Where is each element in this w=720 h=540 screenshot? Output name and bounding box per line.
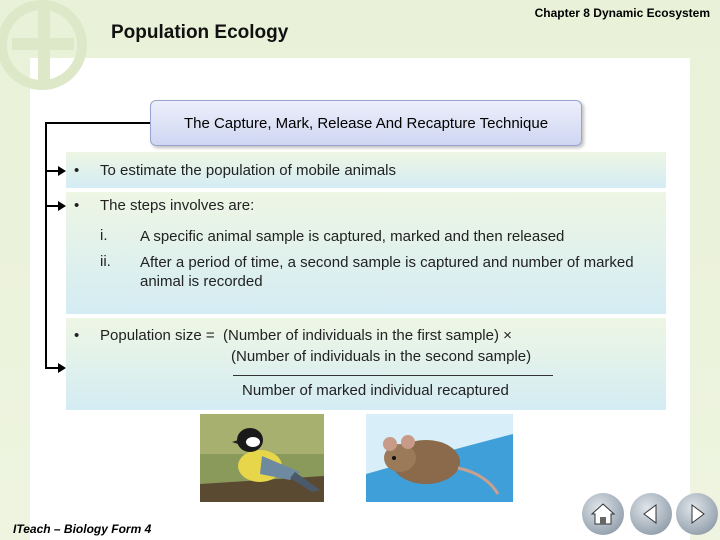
arrow-2 xyxy=(58,201,66,211)
bullet-marker: • xyxy=(74,327,80,344)
connector-branch-2 xyxy=(45,205,59,207)
back-arrow-icon xyxy=(639,502,663,526)
page-title: Population Ecology xyxy=(111,22,289,43)
arrow-1 xyxy=(58,166,66,176)
formula-numerator-1: (Number of individuals in the first sample) × xyxy=(223,327,512,344)
formula-denominator: Number of marked individual recaptured xyxy=(242,382,509,399)
back-button[interactable] xyxy=(630,493,672,535)
arrow-3 xyxy=(58,363,66,373)
bullet-marker: • xyxy=(74,162,80,179)
step-number: i. xyxy=(100,227,108,244)
home-button[interactable] xyxy=(582,493,624,535)
watermark-logo xyxy=(0,0,100,95)
mouse-photo xyxy=(366,414,513,502)
connector-branch-3 xyxy=(45,367,59,369)
step-text: After a period of time, a second sample is captured and number of marked animal is recorded xyxy=(140,254,634,290)
step-text: A specific animal sample is captured, marked and then released xyxy=(140,228,565,245)
topic-heading: The Capture, Mark, Release And Recapture Technique xyxy=(150,100,582,146)
chapter-label: Chapter 8 Dynamic Ecosystem xyxy=(534,6,710,20)
bullet-text-1: To estimate the population of mobile animals xyxy=(100,162,397,179)
home-icon xyxy=(590,501,616,527)
bullet-marker: • xyxy=(74,197,80,214)
footer-label: ITeach – Biology Form 4 xyxy=(13,522,152,536)
connector-vertical xyxy=(45,122,47,368)
formula-label: Population size = xyxy=(100,327,215,344)
step-number: ii. xyxy=(100,253,111,270)
bird-photo xyxy=(200,414,324,502)
formula-line-1 xyxy=(100,327,512,344)
formula-numerator-2: (Number of individuals in the second sample) xyxy=(231,348,532,365)
connector-top xyxy=(45,122,150,124)
forward-button[interactable] xyxy=(676,493,718,535)
connector-branch-1 xyxy=(45,170,59,172)
bullet-text-2: The steps involves are: xyxy=(100,197,255,214)
fraction-line xyxy=(233,375,553,376)
forward-arrow-icon xyxy=(685,502,709,526)
